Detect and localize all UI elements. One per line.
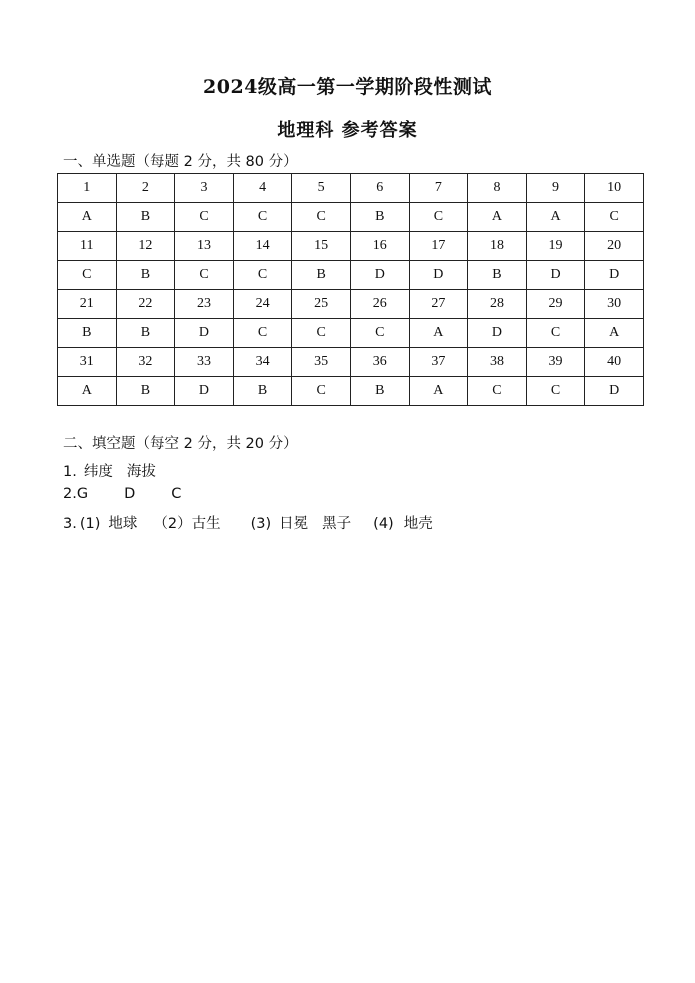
answer-row <box>58 377 644 406</box>
answer-cell: A <box>409 377 468 406</box>
multiple-choice-answer-table <box>57 173 644 406</box>
answer-cell: B <box>468 261 527 290</box>
answer-g: G <box>76 486 89 502</box>
answer-cell: C <box>526 377 585 406</box>
document-title: 2024级高一第一学期阶段性测试 <box>203 76 492 98</box>
part-1-label: (1) <box>79 516 101 532</box>
answer-altitude: 海拔 <box>126 464 156 480</box>
answer-cell: A <box>58 377 117 406</box>
question-number-cell: 7 <box>409 174 468 203</box>
answer-cell: C <box>233 261 292 290</box>
question-number-cell: 36 <box>350 348 409 377</box>
section-multiple-choice-heading: 一、单选题（每题 2 分，共 80 分） <box>63 154 298 170</box>
question-number-cell: 40 <box>585 348 644 377</box>
answer-row <box>58 261 644 290</box>
question-number-cell: 25 <box>292 290 351 319</box>
question-number-cell: 24 <box>233 290 292 319</box>
answer-cell: C <box>468 377 527 406</box>
question-number-cell: 5 <box>292 174 351 203</box>
question-number-cell: 23 <box>175 290 234 319</box>
answer-cell: C <box>526 319 585 348</box>
question-number-cell: 2 <box>116 174 175 203</box>
answer-sunspot: 黑子 <box>322 516 352 532</box>
answer-cell: D <box>585 377 644 406</box>
question-number-cell: 31 <box>58 348 117 377</box>
question-number-cell: 21 <box>58 290 117 319</box>
question-number-cell: 8 <box>468 174 527 203</box>
question-number-cell: 3 <box>175 174 234 203</box>
answer-cell: C <box>233 203 292 232</box>
answer-d: D <box>124 486 136 502</box>
answer-cell: C <box>350 319 409 348</box>
answer-earth: 地球 <box>108 516 138 532</box>
question-number-cell: 1 <box>58 174 117 203</box>
answer-cell: B <box>350 377 409 406</box>
answer-c: C <box>171 486 182 502</box>
question-number-cell: 35 <box>292 348 351 377</box>
answer-cell: B <box>116 319 175 348</box>
question-number-cell: 10 <box>585 174 644 203</box>
question-number-row <box>58 174 644 203</box>
question-number-cell: 33 <box>175 348 234 377</box>
answer-paleozoic: 古生 <box>191 516 221 532</box>
answer-table-body <box>58 174 644 406</box>
answer-cell: D <box>526 261 585 290</box>
fill-in-question-3 <box>63 512 433 533</box>
answer-cell: C <box>58 261 117 290</box>
document-subtitle: 地理科 参考答案 <box>277 120 418 141</box>
question-number-cell: 34 <box>233 348 292 377</box>
answer-cell: B <box>350 203 409 232</box>
question-number-cell: 6 <box>350 174 409 203</box>
answer-cell: A <box>468 203 527 232</box>
question-number-cell: 9 <box>526 174 585 203</box>
question-number-row <box>58 348 644 377</box>
question-number-cell: 18 <box>468 232 527 261</box>
question-number-cell: 38 <box>468 348 527 377</box>
question-number-cell: 16 <box>350 232 409 261</box>
answer-cell: B <box>292 261 351 290</box>
question-number-row <box>58 290 644 319</box>
question-number-cell: 11 <box>58 232 117 261</box>
fill-in-question-2 <box>63 486 181 502</box>
answer-row <box>58 203 644 232</box>
question-number-row <box>58 232 644 261</box>
answer-cell: A <box>409 319 468 348</box>
answer-cell: D <box>585 261 644 290</box>
answer-cell: B <box>233 377 292 406</box>
answer-cell: C <box>233 319 292 348</box>
answer-cell: C <box>292 203 351 232</box>
question-number-cell: 20 <box>585 232 644 261</box>
question-number-cell: 27 <box>409 290 468 319</box>
answer-corona: 日冕 <box>279 516 309 532</box>
answer-cell: A <box>585 319 644 348</box>
answer-cell: A <box>526 203 585 232</box>
question-number-cell: 15 <box>292 232 351 261</box>
question-number: 1. <box>63 464 77 480</box>
question-number-cell: 26 <box>350 290 409 319</box>
answer-crust: 地壳 <box>403 516 433 532</box>
answer-cell: D <box>468 319 527 348</box>
answer-cell: C <box>409 203 468 232</box>
answer-cell: C <box>175 203 234 232</box>
question-number-cell: 37 <box>409 348 468 377</box>
part-3-label: (3) <box>250 516 272 532</box>
answer-cell: B <box>116 377 175 406</box>
answer-cell: B <box>116 261 175 290</box>
part-2-label: （2） <box>153 516 192 532</box>
question-number-cell: 12 <box>116 232 175 261</box>
answer-cell: D <box>350 261 409 290</box>
answer-cell: B <box>116 203 175 232</box>
answer-row <box>58 319 644 348</box>
question-number-cell: 30 <box>585 290 644 319</box>
question-number-cell: 22 <box>116 290 175 319</box>
answer-cell: D <box>175 319 234 348</box>
answer-cell: C <box>585 203 644 232</box>
fill-in-question-1 <box>63 460 156 481</box>
question-number-cell: 28 <box>468 290 527 319</box>
question-number: 3. <box>63 516 77 532</box>
answer-cell: D <box>175 377 234 406</box>
question-number-cell: 39 <box>526 348 585 377</box>
answer-cell: A <box>58 203 117 232</box>
question-number: 2. <box>63 486 77 502</box>
question-number-cell: 29 <box>526 290 585 319</box>
question-number-cell: 17 <box>409 232 468 261</box>
section-fill-in-heading: 二、填空题（每空 2 分，共 20 分） <box>63 436 298 452</box>
question-number-cell: 4 <box>233 174 292 203</box>
answer-cell: C <box>175 261 234 290</box>
answer-cell: C <box>292 377 351 406</box>
question-number-cell: 13 <box>175 232 234 261</box>
answer-cell: B <box>58 319 117 348</box>
answer-cell: C <box>292 319 351 348</box>
question-number-cell: 14 <box>233 232 292 261</box>
part-4-label: (4) <box>373 516 394 532</box>
answer-latitude: 纬度 <box>83 464 113 480</box>
question-number-cell: 19 <box>526 232 585 261</box>
question-number-cell: 32 <box>116 348 175 377</box>
answer-cell: D <box>409 261 468 290</box>
